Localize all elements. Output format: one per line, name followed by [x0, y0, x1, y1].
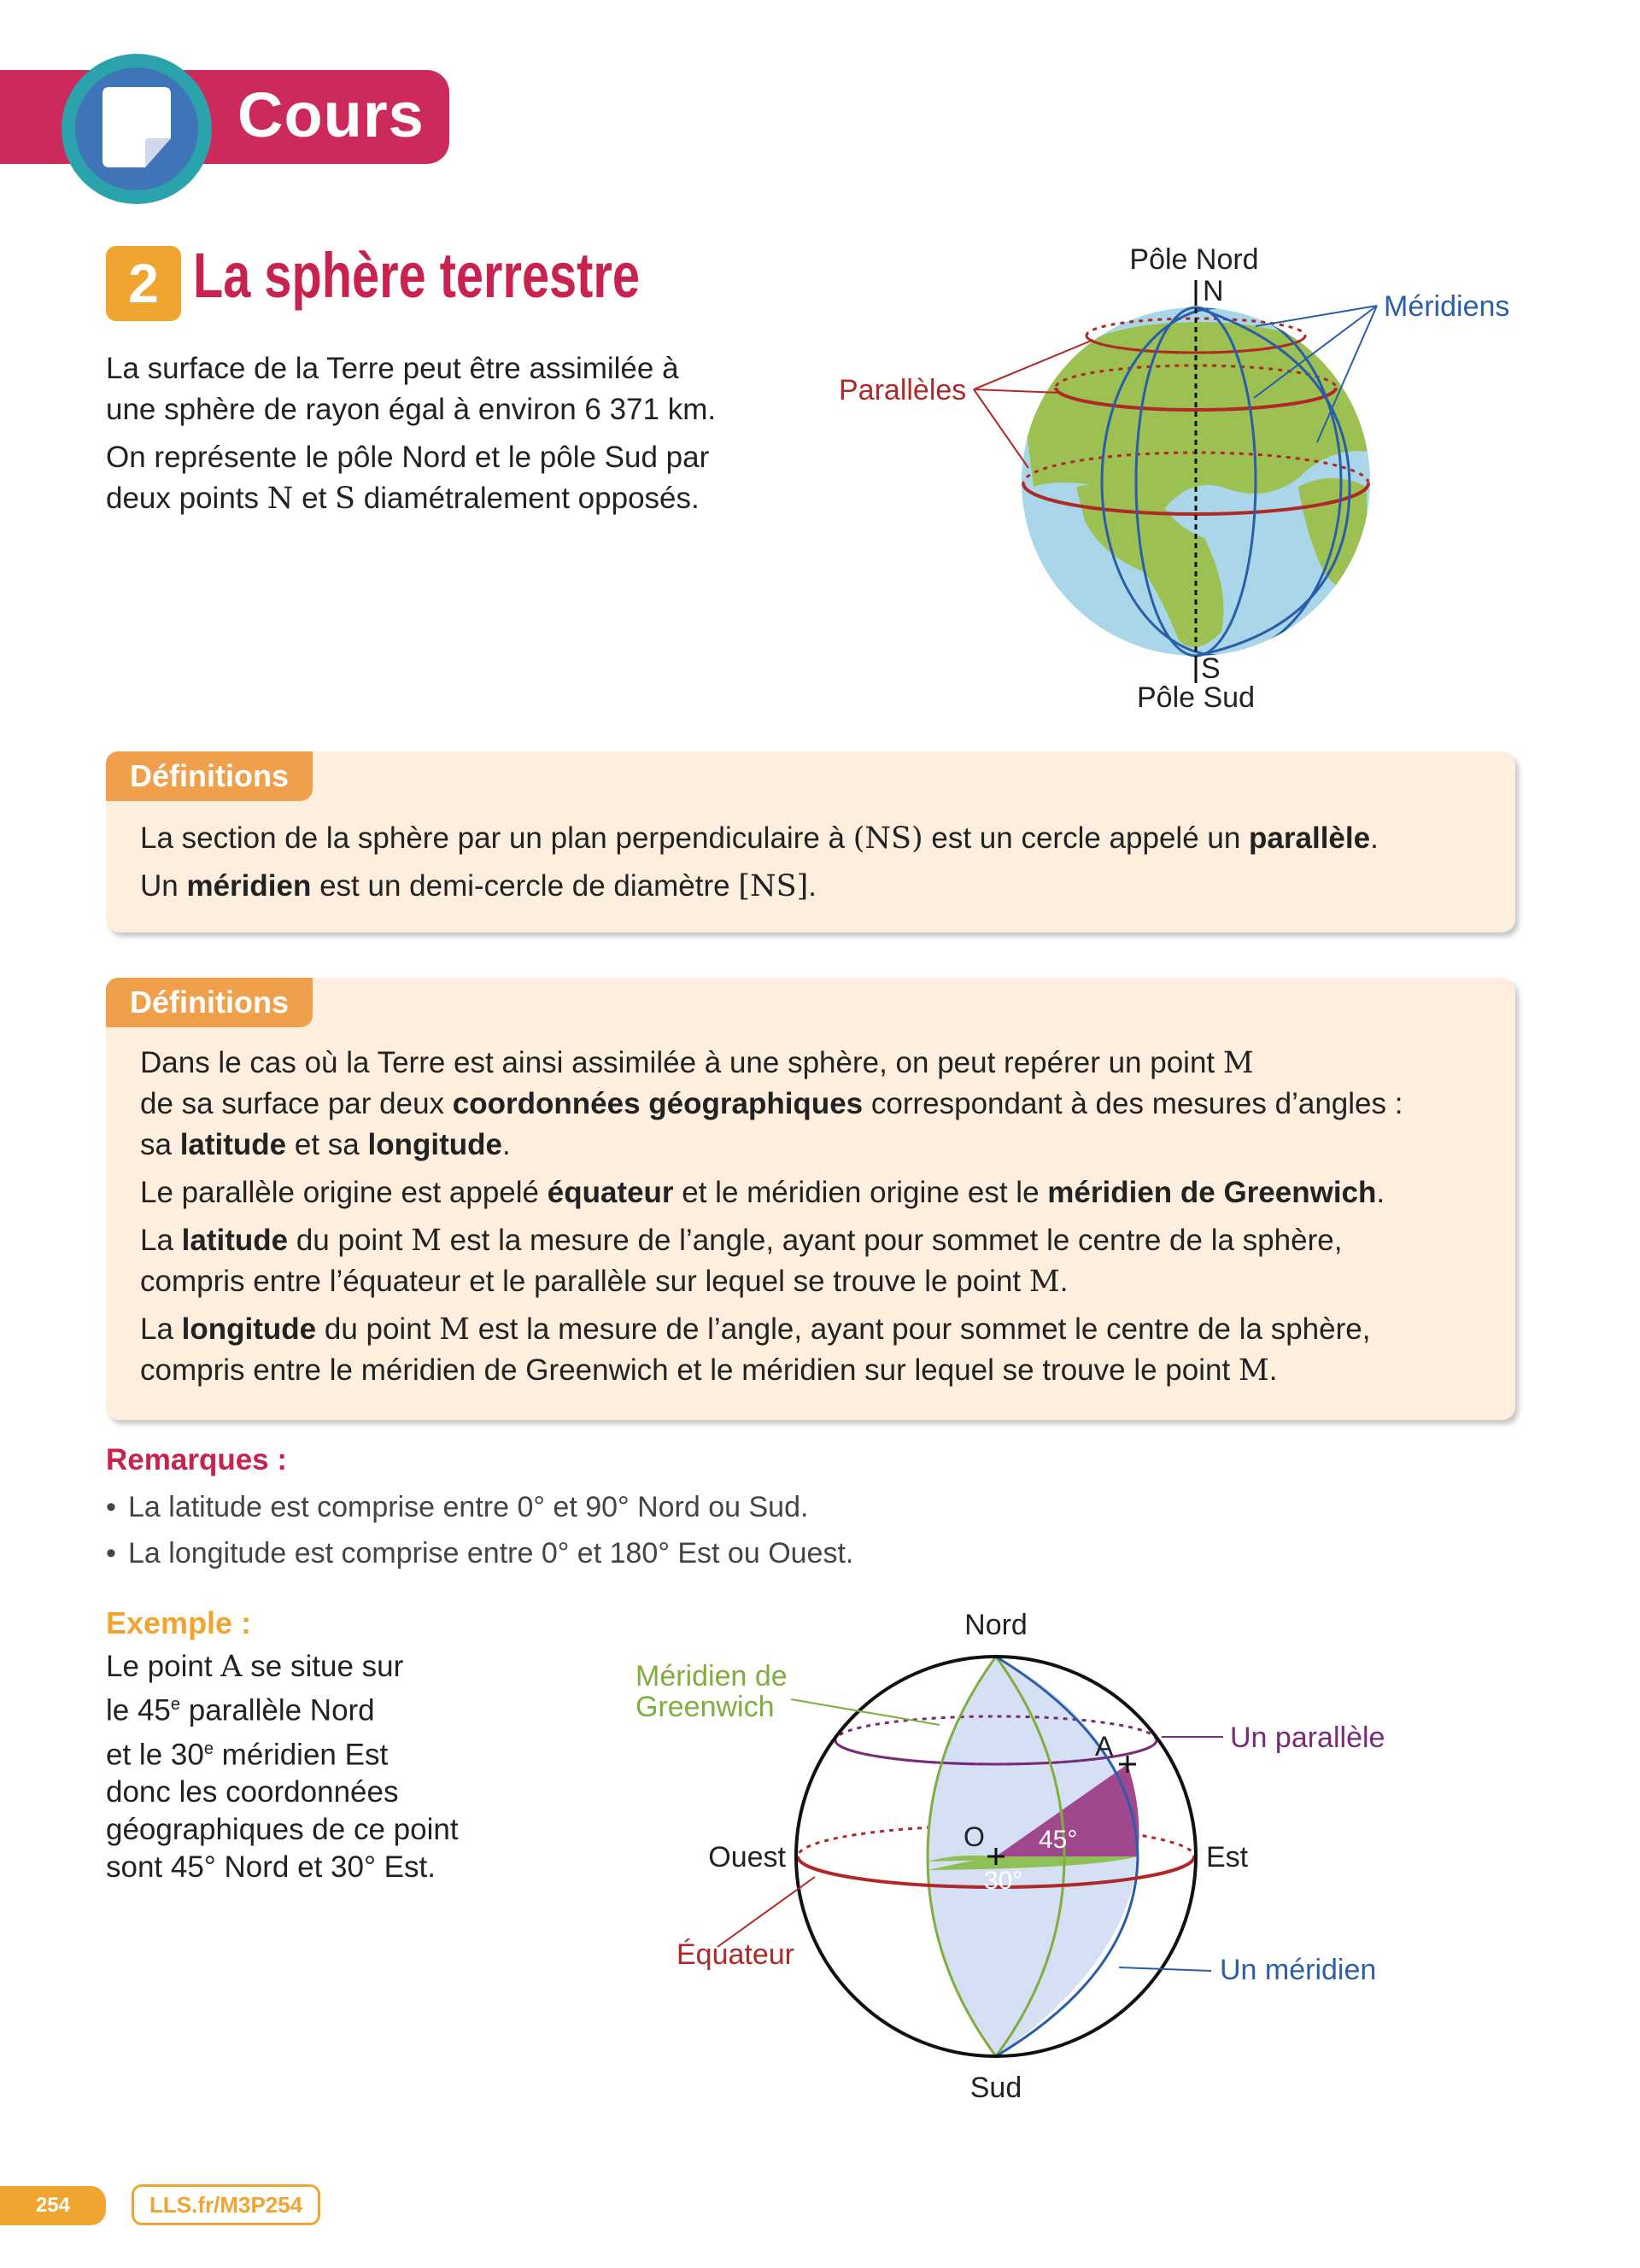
document-icon [96, 85, 178, 174]
meridian-pointer [1119, 1967, 1211, 1971]
definition-tab: Définitions [106, 978, 313, 1027]
point-o-label: O [964, 1821, 985, 1852]
greenwich-label-1: Méridien de [636, 1660, 788, 1692]
intro-text-2 [106, 437, 772, 519]
remarks-title: Remarques : [106, 1443, 288, 1476]
intro-line: une sphère de rayon égal à environ 6 371 km. [106, 393, 717, 426]
remark-item: • La longitude est comprise entre 0° et 180° Est ou Ouest. [106, 1537, 854, 1569]
pole-sud-label: Pôle Sud [1137, 681, 1255, 714]
definition-paragraph: La longitude du point M est la mesure de l’angle, ayant pour sommet le centre de la sphère, compris entre le méridien de Greenwich et le méridien sur lequel se trouve le point M. [140, 1312, 1371, 1388]
example-line: et le 30e méridien Est [106, 1738, 389, 1772]
definition-box-2 [106, 978, 1515, 1420]
est-label: Est [1206, 1841, 1249, 1873]
example-line: le 45e parallèle Nord [106, 1693, 375, 1727]
un-parallele-label: Un parallèle [1230, 1721, 1385, 1754]
definition-line: Un méridien est un demi-cercle de diamètre [NS]. [140, 869, 817, 903]
intro-line: La surface de la Terre peut être assimilée à [106, 352, 679, 385]
example-line: sont 45° Nord et 30° Est. [106, 1850, 436, 1885]
intro-text [106, 348, 772, 430]
definition-box-1 [106, 751, 1515, 932]
meridiens-label: Méridiens [1384, 290, 1510, 323]
nord-label: Nord [964, 1609, 1028, 1641]
pole-nord-label: Pôle Nord [1129, 243, 1259, 276]
definition-line: La section de la sphère par un plan perpendiculaire à (NS) est un cercle appelé un parallèle. [140, 821, 1379, 856]
definition-paragraph: Le parallèle origine est appelé équateur et le méridien origine est le méridien de Greenwich. [140, 1176, 1385, 1209]
example-line: géographiques de ce point [106, 1813, 459, 1847]
definition-paragraph: La latitude du point M est la mesure de l’angle, ayant pour sommet le centre de la sphère, compris entre l’équateur et le parallèle sur lequel se trouve le point M. [140, 1224, 1343, 1299]
example-line: donc les coordonnées [106, 1775, 399, 1809]
example-text [106, 1648, 584, 1886]
intro-line: deux points N et S diamétralement opposés. [106, 482, 700, 516]
s-label: S [1201, 652, 1221, 685]
greenwich-label-2: Greenwich [636, 1691, 775, 1723]
resource-link[interactable]: LLS.fr/M3P254 [132, 2184, 320, 2225]
section-title: La sphère terrestre [193, 240, 640, 311]
n-label: N [1203, 275, 1224, 307]
intro-line: On représente le pôle Nord et le pôle Sud par [106, 441, 710, 474]
example-line: Le point A se situe sur [106, 1650, 404, 1684]
point-a-label: A [1095, 1731, 1114, 1762]
section-number: 2 [106, 246, 181, 321]
header-title: Cours [237, 79, 425, 150]
equateur-label: Équateur [676, 1938, 794, 1971]
un-meridien-label: Un méridien [1220, 1954, 1377, 1986]
definition-paragraph: Dans le cas où la Terre est ainsi assimilée à une sphère, on peut repérer un point M de sa surface par deux coordonnées géographiques correspondant à des mesures d’angles : sa latitude et sa longitude. [140, 1046, 1403, 1161]
longitude-angle-label: 30° [984, 1867, 1023, 1895]
page-number: 254 [0, 2186, 106, 2225]
definition-tab: Définitions [106, 751, 313, 801]
sud-label: Sud [969, 2072, 1022, 2104]
equator-pointer [718, 1877, 815, 1947]
definition-text [140, 1043, 1507, 1398]
ouest-label: Ouest [708, 1841, 786, 1873]
latitude-angle-label: 45° [1039, 1826, 1078, 1854]
definition-text [140, 818, 1379, 914]
coordinates-diagram [615, 1597, 1469, 2109]
paralleles-label: Parallèles [839, 374, 967, 406]
example-title: Exemple : [106, 1605, 252, 1640]
globe-figure [820, 231, 1538, 726]
remark-item: • La latitude est comprise entre 0° et 90° Nord ou Sud. [106, 1491, 809, 1523]
